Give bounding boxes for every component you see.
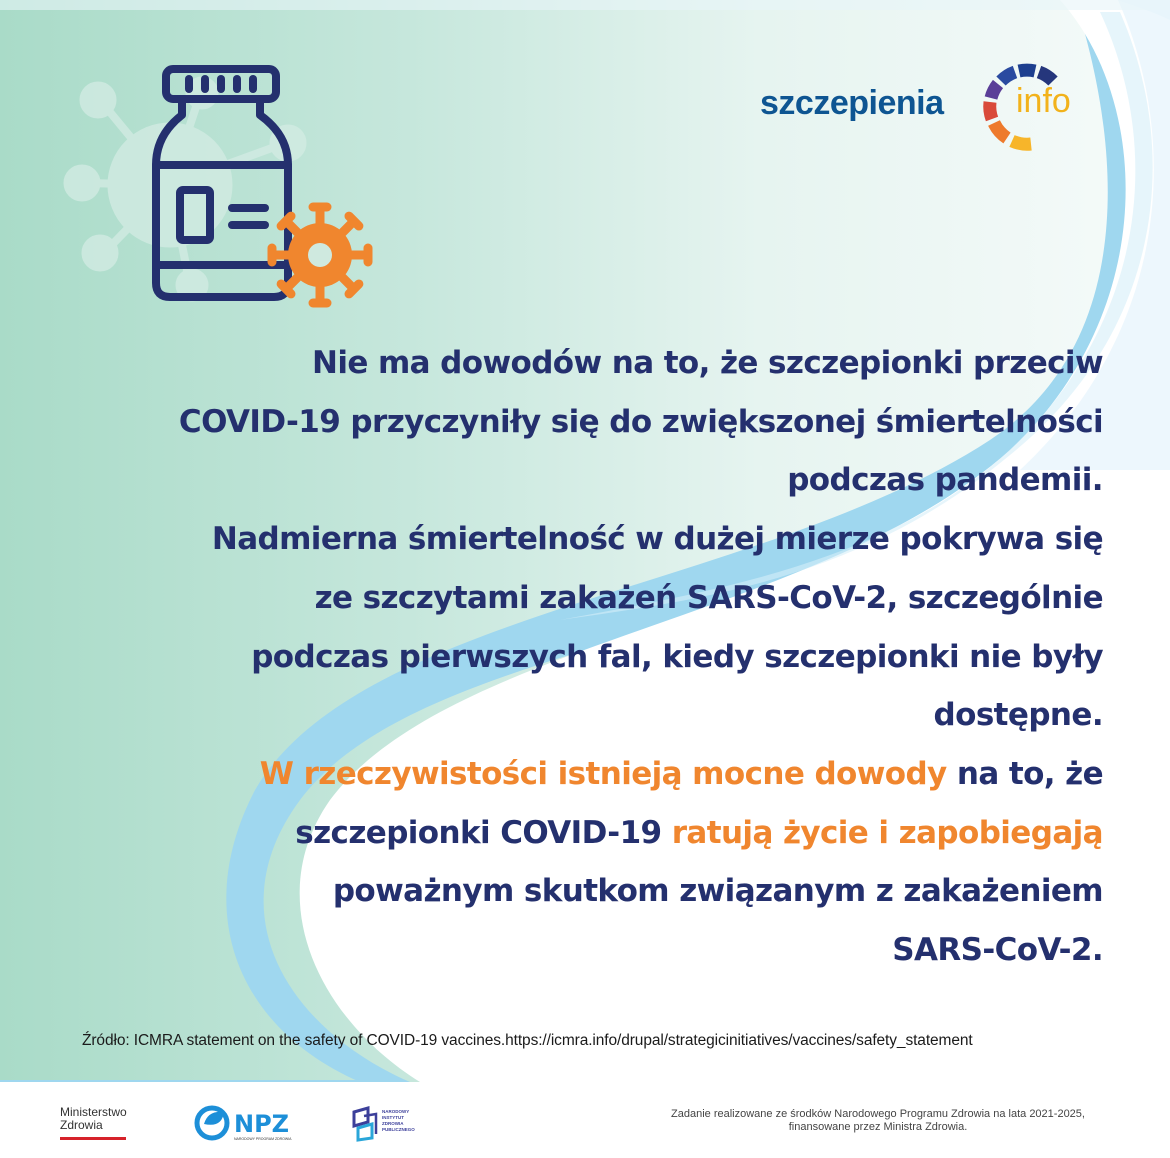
message-line: poważnym skutkom związanym z zakażeniem [332,873,1103,910]
svg-text:PUBLICZNEGO: PUBLICZNEGO [382,1127,415,1132]
pzh-emblem-icon [354,1108,376,1140]
message-line: Nadmierna śmiertelność w dużej mierze pokrywa się [211,521,1103,558]
svg-text:ZDROWIA: ZDROWIA [382,1121,404,1126]
highlight-text: ratują życie i zapobiegają [671,814,1103,851]
svg-text:NARODOWY: NARODOWY [382,1109,410,1114]
flag-stripe [60,1137,126,1140]
message-line: ze szczytami zakażeń SARS-CoV-2, szczególnie [314,579,1103,616]
svg-text:INSTYTUT: INSTYTUT [382,1115,404,1120]
message-text: na to, że [946,755,1103,792]
ministry-of-health-logo [60,1106,130,1140]
funding-line-1: Zadanie realizowane ze środków Narodowego Programu Zdrowia na lata 2021-2025, [671,1108,1085,1120]
highlight-text: W rzeczywistości istnieją mocne dowody [259,755,947,792]
svg-text:NARODOWY PROGRAM ZDROWIA: NARODOWY PROGRAM ZDROWIA [234,1137,292,1141]
ministry-line-2: Zdrowia [60,1118,103,1132]
ministry-line-1: Ministerstwo [60,1105,127,1119]
npz-swirl-icon [197,1108,227,1138]
message-line [53,804,1103,863]
main-message [53,334,1103,980]
logo-info-text: info [1016,82,1071,120]
npz-text: NPZ [234,1110,290,1138]
message-line [53,745,1103,804]
funding-line-2: finansowane przez Ministra Zdrowia. [788,1121,968,1133]
source-citation: Źródło: ICMRA statement on the safety of COVID-19 vaccines.https://icmra.info/drupal/strategicinitiatives/vaccines/safety_statement [82,1032,973,1049]
message-line: podczas pierwszych fal, kiedy szczepionki nie były [251,638,1103,675]
message-text: szczepionki COVID-19 [295,814,672,851]
message-line: Nie ma dowodów na to, że szczepionki przeciw [311,345,1103,381]
npz-logo [194,1104,304,1142]
illustration [60,55,390,325]
pzh-logo [350,1106,430,1142]
message-line: SARS-CoV-2. [892,932,1103,969]
szczepienia-info-logo [760,62,1090,152]
message-line: dostępne. [933,697,1103,734]
bottom-accent-line [0,1080,360,1082]
virus-icon [268,203,372,307]
message-line: podczas pandemii. [787,462,1103,499]
logo-text: szczepienia [760,84,944,122]
funding-note [628,1108,1128,1134]
message-line: COVID-19 przyczyniły się do zwiększonej śmiertelności [178,403,1103,440]
